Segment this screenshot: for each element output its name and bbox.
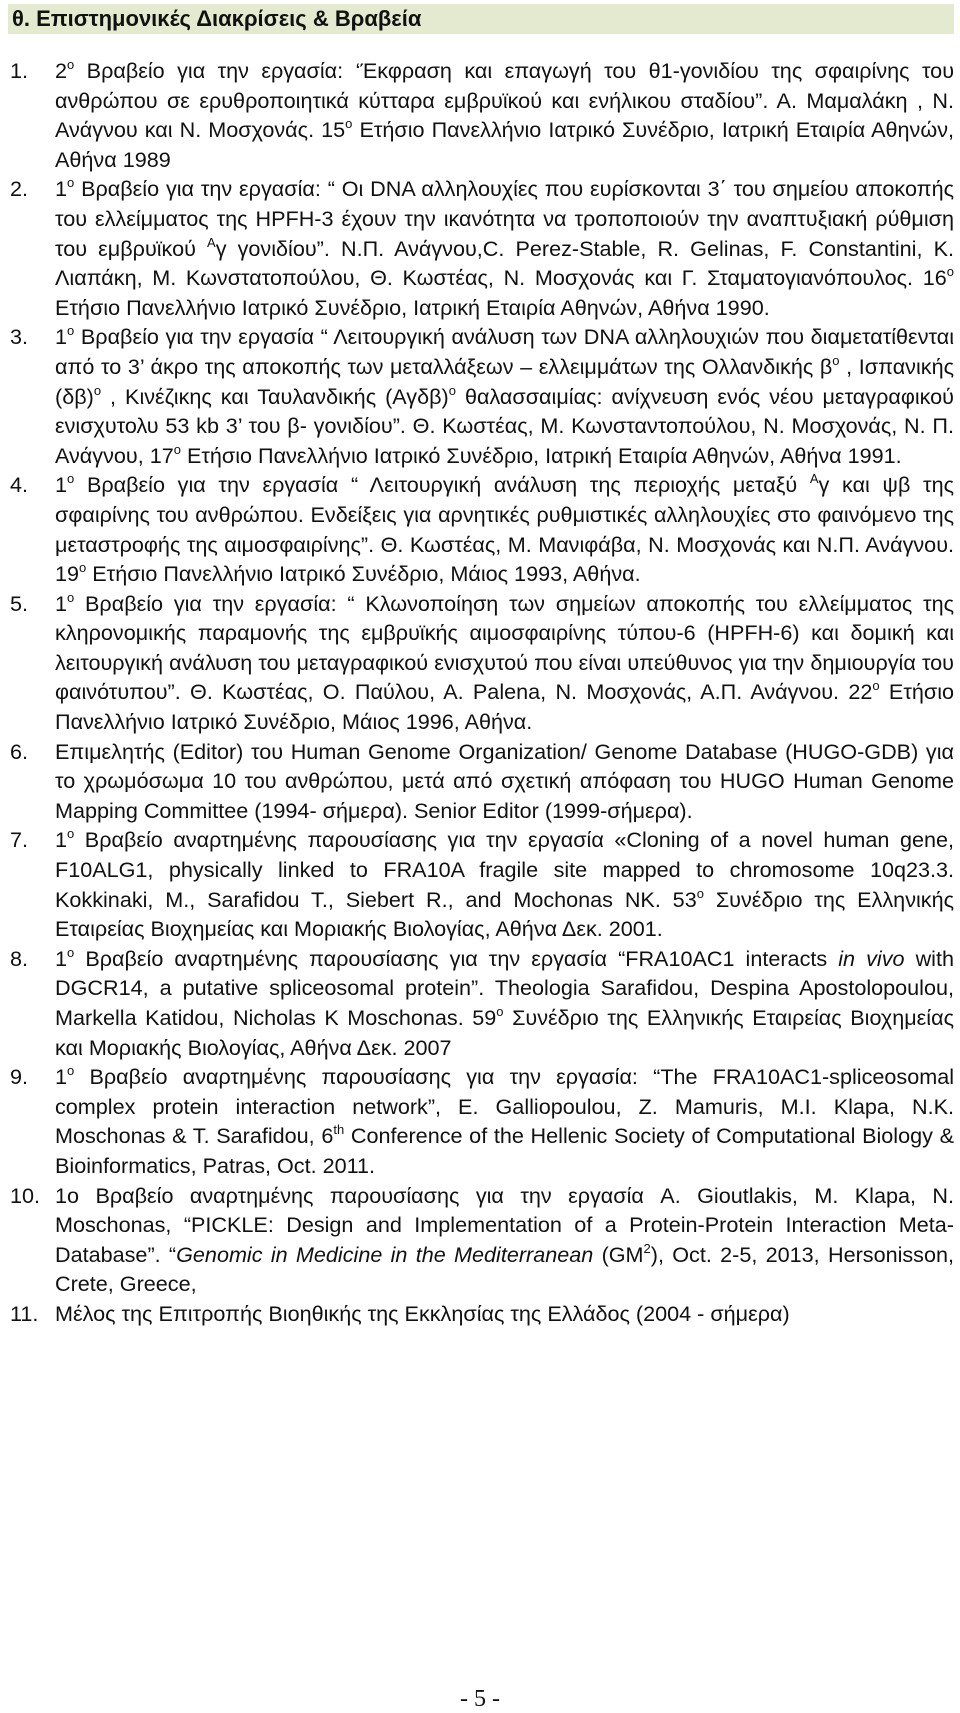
award-item (0, 737, 960, 826)
award-number: 8. (10, 945, 29, 971)
superscript: ο (67, 944, 75, 960)
text-run: Βραβείο για την εργασία “ Λειτουργική ανάλυση της περιοχής μεταξύ (74, 472, 810, 498)
award-text (55, 174, 954, 322)
text-run: Συνέδριο της Ελληνικής Εταιρείας Βιοχημείας και Μοριακής Βιολογίας, Αθήνα Δεκ. 2001. (55, 886, 954, 942)
award-text (55, 589, 954, 737)
text-run: ), Oct. 2-5, 2013, Hersonisson, Crete, Greece, (55, 1241, 954, 1297)
text-run: 1 (55, 590, 68, 616)
text-run: Conference of the Hellenic Society of Computational Biology & Bioinformatics, Patras, Oct. 2011. (55, 1123, 954, 1178)
text-run: Βραβείο αναρτημένης παρουσίασης για την εργασία: “The FRA10AC1-spliceosomal complex protein interaction network”, E. Galliopoulou, Z. Mamuris, M.I. Klapa, N.K. Moschonas & T. Sarafidou, 6 (55, 1064, 954, 1149)
superscript: ο (67, 471, 75, 487)
award-item (0, 825, 960, 943)
text-run: 1 (55, 1064, 68, 1090)
award-text (55, 944, 954, 1062)
award-number: 9. (10, 1064, 29, 1090)
text-run: Επιμελητής (Editor) του Human Genome Organization/ Genome Database (HUGO-GDB) για το χρωμόσωμα 10 του ανθρώπου, μετά από σχετική απόφαση του HUGO Human Genome Mapping Committee (1994- σήμερα). Senior Editor (1999-σήμερα). (55, 738, 954, 823)
text-run: Βραβείο για την εργασία “ Λειτουργική ανάλυση των DNA αλληλουχιών που διαμετατίθενται από το 3’ άκρο της αποκοπής των μεταλλάξεων – ελλειμμάτων της Ολλανδικής β (55, 324, 954, 379)
superscript: ο (79, 560, 87, 576)
award-item (0, 944, 960, 1062)
superscript: ο (67, 1063, 75, 1079)
text-run: γ γονιδίου”. Ν.Π. Ανάγνου,C. Perez-Stable, R. Gelinas, F. Constantini, Κ. Λιαπάκη, Μ. Κωνστατοπούλου, Θ. Κωστέας, Ν. Μοσχονάς και Γ. Σταματογιανόπουλος. 16 (55, 235, 954, 291)
text-run: 1 (55, 945, 68, 971)
award-item (0, 1062, 960, 1180)
text-run: Βραβείο για την εργασία: “ Κλωνοποίηση των σημείων αποκοπής του ελλείμματος της κληρονομικής παραμονής της εμβρυϊκής αιμοσφαιρίνης τύπου-6 (HPFH-6) και δομική και λειτουργική ανάλυση του μεταγραφικού ενισχυτού που είναι υπεύθυνος για την δημιουργία του φαινότυπου”. Θ. Κωστέας, Ο. Παύλου, Α. Palena, Ν. Μοσχονάς, Α.Π. Ανάγνου. 22 (55, 590, 954, 705)
text-run: Ετήσιο Πανελλήνιο Ιατρικό Συνέδριο, Μάιος 1996, Αθήνα. (55, 679, 955, 735)
award-item (0, 470, 960, 588)
text-run: 2 (55, 58, 68, 83)
superscript: 2 (643, 1240, 651, 1256)
award-number: 5. (10, 590, 29, 616)
text-run: θαλασσαιμίας: ανίχνευση ενός νέου μεταγραφικού ενισχυτολυ 53 kb 3’ του β- γονιδίου”. Θ. Κωστέας, Μ. Κωνσταντοπούλου, Ν. Μοσχονάς, Ν. Π. Ανάγνου, 17 (55, 383, 954, 468)
superscript: ο (67, 175, 75, 191)
text-run: (GM (593, 1241, 644, 1267)
superscript: ο (173, 441, 181, 457)
text-run: Μέλος της Επιτροπής Βιοηθικής της Εκκλησίας της Ελλάδος (2004 - σήμερα) (55, 1300, 790, 1326)
text-run: 1ο Βραβείο αναρτημένης παρουσίασης για την εργασία A. Gioutlakis, M. Klapa, N. Moschonas, “PICKLE: Design and Implementation of a Protein-Protein Interaction Meta-Database”. “ (55, 1182, 954, 1267)
superscript: ο (496, 1004, 504, 1019)
award-text (55, 56, 954, 174)
award-number: 11. (10, 1300, 39, 1326)
superscript: ο (67, 323, 75, 339)
text-run: γ και ψβ της σφαιρίνης του ανθρώπου. Ενδείξεις για αρνητικές ρυθμιστικές αλληλουχίες στο φαινόμενο της μεταστροφής της αιμοσφαιρίνης”. Θ. Κωστέας, Μ. Μανιφάβα, Ν. Μοσχονάς και Ν.Π. Ανάγνου. 19 (55, 472, 955, 587)
section-heading: θ. Επιστημονικές Διακρίσεις & Βραβεία (8, 4, 954, 34)
superscript: ο (67, 57, 75, 72)
text-run: 1 (55, 176, 68, 202)
text-run: Βραβείο αναρτημένης παρουσίασης για την εργασία “FRA10AC1 interacts (74, 945, 839, 971)
award-item (0, 322, 960, 470)
award-item (0, 1299, 960, 1329)
award-item (0, 56, 960, 174)
award-text (55, 1299, 954, 1329)
award-number: 4. (10, 472, 29, 498)
text-run: Βραβείο για την εργασία: ‘Έκφραση και επαγωγή του θ1-γονιδίου της σφαιρίνης του ανθρώπου σε ερυθροποιητικά κύτταρα εμβρυϊκού και ενήλικου σταδίου”. Α. Μαμαλάκη , Ν. Ανάγνου και Ν. Μοσχονάς. 15 (55, 58, 954, 143)
superscript: ο (345, 116, 353, 132)
award-text (55, 1181, 954, 1299)
award-text (55, 737, 954, 826)
award-text (55, 322, 954, 470)
award-item (0, 589, 960, 737)
text-run: Συνέδριο της Ελληνικής Εταιρείας Βιοχημείας και Μοριακής Βιολογίας, Αθήνα Δεκ. 2007 (55, 1005, 954, 1060)
text-run: Ετήσιο Πανελλήνιο Ιατρικό Συνέδριο, Ιατρική Εταιρία Αθηνών, Αθήνα 1991. (180, 442, 902, 468)
text-run: with DGCR14, a putative spliceosomal protein”. Theologia Sarafidou, Despina Apostolopoulou, Markella Katidou, Nicholas K Moschonas. 59 (55, 945, 954, 1030)
superscript: ο (448, 382, 456, 398)
award-number: 1. (10, 58, 29, 83)
award-item (0, 1181, 960, 1299)
text-run: Βραβείο για την εργασία: “ Οι DNA αλληλουχίες που ευρίσκονται 3΄ του σημείου αποκοπής του ελλείμματος της HPFH-3 έχουν την ικανότητα να τροποποιούν την αναπτυξιακή ρύθμιση του εμβρυϊκού (55, 176, 954, 261)
award-number: 6. (10, 738, 29, 764)
superscript: ο (67, 589, 75, 605)
text-run: Βραβείο αναρτημένης παρουσίασης για την εργασία «Cloning of a novel human gene, F10ALG1, physically linked to FRA10A fragile site mapped to chromosome 10q23.3. Kokkinaki, M., Sarafidou T., Siebert R., and Mochonas NK. 53 (55, 827, 954, 912)
superscript: ο (93, 382, 102, 398)
superscript: th (333, 1122, 345, 1138)
superscript: ο (872, 678, 880, 694)
award-text (55, 470, 954, 588)
award-number: 3. (10, 324, 29, 350)
text-run: 1 (55, 472, 68, 498)
awards-list (0, 56, 960, 1329)
superscript: ο (946, 264, 954, 280)
text-run: Ετήσιο Πανελλήνιο Ιατρικό Συνέδριο, Ιατρική Εταιρία Αθηνών, Αθήνα 1989 (55, 117, 954, 172)
award-number: 2. (10, 176, 29, 202)
text-run: Ετήσιο Πανελλήνιο Ιατρικό Συνέδριο, Μάιος 1993, Αθήνα. (86, 561, 641, 587)
superscript: ο (67, 826, 75, 842)
award-number: 10. (10, 1182, 41, 1208)
text-run: 1 (55, 324, 68, 350)
award-number: 7. (10, 827, 29, 853)
superscript: Α (809, 471, 819, 487)
italic-text: Genomic in Medicine in the Mediterranean (176, 1241, 594, 1267)
text-run: , Κινέζικης και Ταυλανδικής (Αγδβ) (101, 383, 449, 409)
award-item (0, 174, 960, 322)
superscript: Α (207, 234, 216, 250)
superscript: ο (832, 352, 840, 368)
superscript: ο (696, 885, 704, 901)
award-text (55, 825, 954, 943)
text-run: 1 (55, 827, 68, 853)
text-run: , Ισπανικής (δβ) (55, 353, 954, 409)
text-run: Ετήσιο Πανελλήνιο Ιατρικό Συνέδριο, Ιατρική Εταιρία Αθηνών, Αθήνα 1990. (55, 294, 770, 320)
award-text (55, 1062, 954, 1180)
italic-text: in vivo (838, 945, 905, 971)
page-number: - 5 - (460, 1686, 500, 1712)
